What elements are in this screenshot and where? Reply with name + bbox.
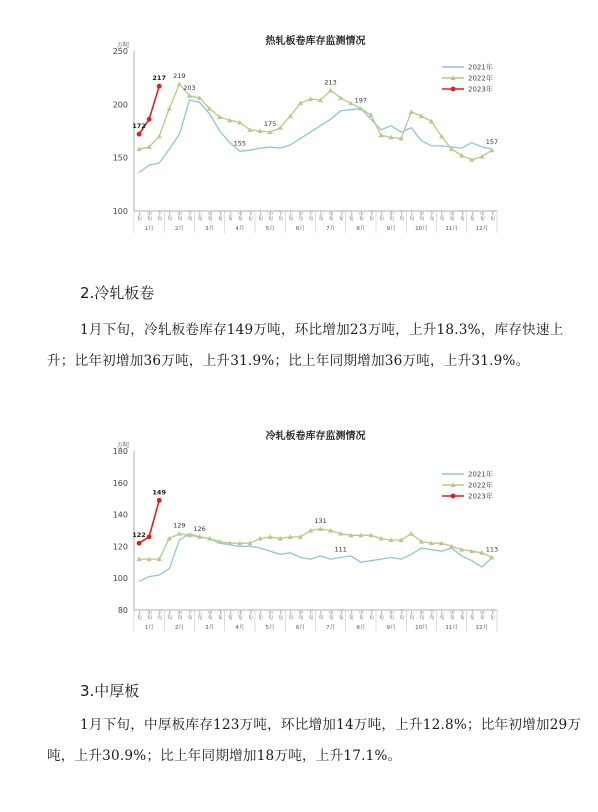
x-tick-label: 中旬	[176, 610, 182, 620]
month-label: 7月	[326, 625, 336, 631]
legend-label: 2022年	[468, 481, 493, 490]
data-label: 131	[314, 516, 327, 525]
y-unit-label: 万吨	[117, 42, 130, 49]
x-tick-label: 下旬	[156, 610, 162, 620]
data-label: 217	[152, 74, 166, 83]
data-label: 157	[485, 138, 499, 147]
data-label: 172	[132, 122, 146, 131]
x-tick-label: 下旬	[277, 610, 283, 620]
legend-marker-2023	[451, 494, 456, 499]
month-label: 9月	[386, 625, 396, 631]
section3-paragraph	[47, 710, 587, 772]
x-tick-label: 上旬	[408, 610, 414, 620]
series-line-2021	[139, 100, 492, 173]
x-tick-label: 中旬	[358, 211, 364, 221]
x-tick-label: 下旬	[398, 610, 404, 620]
x-tick-label: 上旬	[287, 211, 293, 221]
hot-rolled-chart	[0, 20, 598, 265]
x-tick-label: 中旬	[358, 610, 364, 620]
x-tick-label: 中旬	[388, 211, 394, 221]
x-tick-label: 下旬	[217, 211, 223, 221]
y-tick-label: 180	[112, 447, 128, 456]
x-tick-label: 下旬	[277, 211, 283, 221]
month-label: 7月	[326, 226, 336, 232]
section3-text: 1月下旬，中厚板库存123万吨，环比增加14万吨，上升12.8%；比年初增加29万吨，上升30.9%；比上年同期增加18万吨，上升17.1%。	[47, 717, 582, 764]
point-marker-2022	[409, 109, 414, 114]
x-tick-label: 下旬	[459, 211, 465, 221]
x-tick-label: 上旬	[166, 610, 172, 620]
point-marker-2023	[147, 117, 152, 122]
point-marker-2023	[147, 534, 152, 539]
x-tick-label: 下旬	[247, 610, 253, 620]
y-tick-label: 100	[112, 574, 128, 584]
hot-rolled-chart-svg	[0, 20, 598, 265]
cold-rolled-chart-svg	[0, 425, 598, 660]
x-tick-label: 中旬	[449, 610, 455, 620]
x-tick-label: 上旬	[469, 211, 475, 221]
x-tick-label: 下旬	[368, 211, 374, 221]
x-tick-label: 下旬	[459, 610, 465, 620]
x-tick-label: 下旬	[338, 211, 344, 221]
x-tick-label: 中旬	[207, 211, 213, 221]
month-label: 6月	[295, 226, 305, 232]
point-marker-2022	[479, 154, 484, 159]
x-tick-label: 上旬	[439, 211, 445, 221]
month-label: 8月	[356, 625, 366, 631]
x-tick-label: 上旬	[378, 610, 384, 620]
section3-heading: 3.中厚板	[80, 682, 140, 700]
section2-heading: 2.冷轧板卷	[80, 284, 155, 302]
month-label: 5月	[265, 625, 275, 631]
section2-paragraph	[47, 315, 587, 377]
month-label: 10月	[415, 226, 428, 232]
legend-label: 2022年	[468, 74, 493, 83]
y-tick-label: 250	[112, 47, 128, 56]
x-tick-label: 中旬	[418, 610, 424, 620]
x-tick-label: 下旬	[217, 610, 223, 620]
x-tick-label: 上旬	[348, 211, 354, 221]
month-label: 6月	[295, 625, 305, 631]
y-tick-label: 120	[112, 542, 128, 552]
data-label: 149	[152, 488, 166, 497]
month-label: 1月	[144, 226, 154, 232]
x-tick-label: 上旬	[257, 211, 263, 221]
point-marker-2022	[409, 531, 414, 536]
x-tick-label: 中旬	[297, 211, 303, 221]
legend-marker-2023	[451, 87, 456, 92]
x-tick-label: 下旬	[368, 610, 374, 620]
x-tick-label: 上旬	[166, 211, 172, 221]
series-line-2021	[139, 534, 492, 582]
x-tick-label: 下旬	[247, 211, 253, 221]
x-tick-label: 下旬	[307, 610, 313, 620]
month-label: 11月	[445, 226, 458, 232]
point-marker-2022	[328, 88, 333, 93]
data-label: 111	[334, 545, 347, 554]
y-tick-label: 140	[112, 510, 128, 520]
x-tick-label: 下旬	[398, 211, 404, 221]
month-label: 10月	[415, 625, 428, 631]
point-marker-2022	[177, 81, 182, 86]
month-label: 3月	[205, 226, 215, 232]
y-tick-label: 80	[117, 606, 128, 615]
data-label: 197	[354, 96, 368, 105]
x-tick-label: 上旬	[408, 211, 414, 221]
x-tick-label: 中旬	[418, 211, 424, 221]
data-label: 213	[324, 78, 337, 87]
month-label: 2月	[174, 625, 184, 631]
x-tick-label: 上旬	[197, 610, 203, 620]
x-tick-label: 中旬	[146, 211, 152, 221]
data-label: 155	[233, 139, 247, 148]
month-label: 8月	[356, 226, 366, 232]
month-label: 4月	[235, 226, 245, 232]
x-tick-label: 下旬	[428, 610, 434, 620]
x-tick-label: 中旬	[479, 610, 485, 620]
data-label: 219	[173, 72, 186, 81]
data-label: 203	[183, 83, 196, 92]
x-tick-label: 中旬	[237, 211, 243, 221]
x-tick-label: 下旬	[186, 610, 192, 620]
month-label: 4月	[235, 625, 245, 631]
y-tick-label: 150	[112, 153, 128, 163]
data-label: 129	[173, 521, 186, 530]
series-line-2022	[139, 529, 492, 559]
month-label: 5月	[265, 226, 275, 232]
x-tick-label: 中旬	[267, 610, 273, 620]
x-tick-label: 中旬	[267, 211, 273, 221]
point-marker-2023	[137, 132, 142, 137]
month-label: 9月	[386, 226, 396, 232]
month-label: 2月	[174, 226, 184, 232]
x-tick-label: 上旬	[378, 211, 384, 221]
x-tick-label: 上旬	[136, 211, 142, 221]
x-tick-label: 下旬	[489, 610, 495, 620]
data-label: 175	[263, 120, 277, 129]
x-tick-label: 下旬	[428, 211, 434, 221]
y-tick-label: 200	[112, 100, 128, 110]
x-tick-label: 上旬	[318, 610, 324, 620]
point-marker-2023	[157, 84, 162, 89]
x-tick-label: 上旬	[197, 211, 203, 221]
cold-rolled-chart	[0, 425, 598, 660]
x-tick-label: 下旬	[307, 211, 313, 221]
x-tick-label: 上旬	[469, 610, 475, 620]
x-tick-label: 中旬	[176, 211, 182, 221]
point-marker-2022	[378, 133, 383, 138]
chart-title: 冷轧板卷库存监测情况	[265, 431, 366, 442]
x-tick-label: 中旬	[328, 211, 334, 221]
x-tick-label: 中旬	[328, 610, 334, 620]
series-line-2022	[139, 84, 492, 160]
point-marker-2023	[157, 498, 162, 503]
y-tick-label: 100	[112, 207, 128, 216]
month-label: 3月	[205, 625, 215, 631]
x-tick-label: 下旬	[156, 211, 162, 221]
x-tick-label: 上旬	[227, 610, 233, 620]
legend-label: 2021年	[468, 470, 493, 479]
point-marker-2022	[157, 134, 162, 139]
x-tick-label: 中旬	[449, 211, 455, 221]
x-tick-label: 中旬	[146, 610, 152, 620]
x-tick-label: 下旬	[338, 610, 344, 620]
x-tick-label: 上旬	[227, 211, 233, 221]
month-label: 12月	[475, 625, 489, 631]
legend-label: 2021年	[468, 63, 493, 72]
month-label: 1月	[144, 625, 154, 631]
x-tick-label: 上旬	[287, 610, 293, 620]
data-label: 122	[132, 531, 146, 540]
x-tick-label: 上旬	[439, 610, 445, 620]
month-label: 11月	[445, 625, 458, 631]
x-tick-label: 中旬	[237, 610, 243, 620]
x-tick-label: 上旬	[318, 211, 324, 221]
x-tick-label: 上旬	[348, 610, 354, 620]
x-tick-label: 中旬	[388, 610, 394, 620]
x-tick-label: 上旬	[257, 610, 263, 620]
x-tick-label: 下旬	[489, 211, 495, 221]
section2-text: 1月下旬，冷轧板卷库存149万吨，环比增加23万吨，上升18.3%，库存快速上升；比年初增加36万吨，上升31.9%；比上年同期增加36万吨，上升31.9%。	[47, 322, 564, 369]
chart-title: 热轧板卷库存监测情况	[265, 36, 366, 47]
x-tick-label: 中旬	[297, 610, 303, 620]
x-tick-label: 下旬	[186, 211, 192, 221]
y-unit-label: 万吨	[117, 442, 130, 449]
x-tick-label: 上旬	[136, 610, 142, 620]
point-marker-2023	[137, 541, 142, 546]
data-label: 113	[485, 545, 499, 554]
legend-label: 2023年	[468, 492, 493, 501]
legend-label: 2023年	[468, 85, 493, 94]
x-tick-label: 中旬	[479, 211, 485, 221]
month-label: 12月	[475, 226, 489, 232]
x-tick-label: 中旬	[207, 610, 213, 620]
y-tick-label: 160	[112, 478, 128, 488]
point-marker-2022	[167, 106, 172, 111]
data-label: 126	[193, 524, 206, 533]
